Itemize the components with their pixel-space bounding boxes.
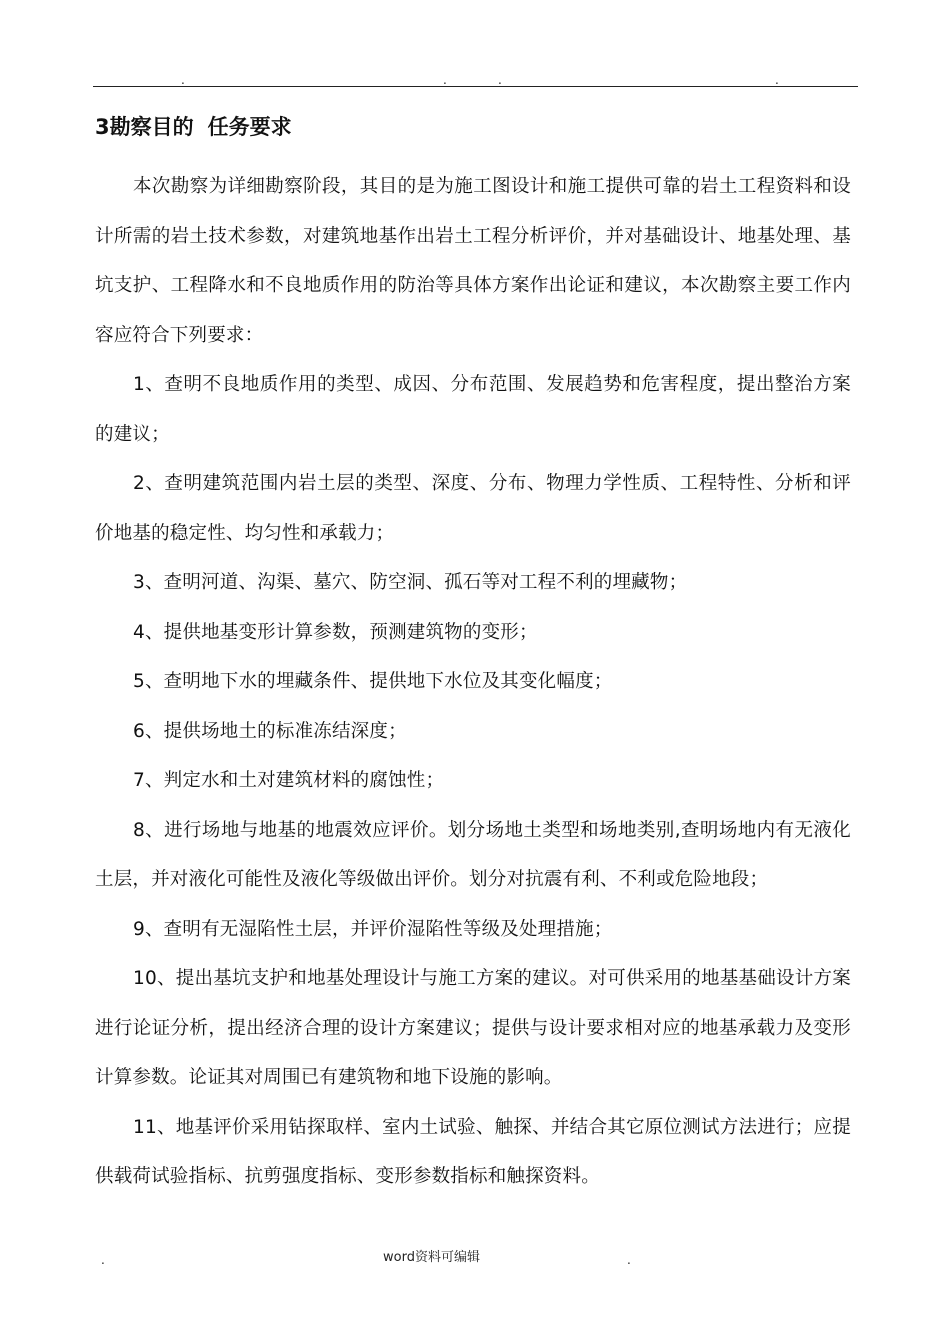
requirement-item-1: 1、查明不良地质作用的类型、成因、分布范围、发展趋势和危害程度，提出整治方案的建议；	[95, 374, 851, 445]
section-title-part2: 任务要求	[207, 115, 292, 139]
intro-paragraph: 本次勘察为详细勘察阶段，其目的是为施工图设计和施工提供可靠的岩土工程资料和设计所需的岩土技术参数，对建筑地基作出岩土工程分析评价，并对基础设计、地基处理、基坑支护、工程降水和不良地质作用的防治等具体方案作出论证和建议，本次勘察主要工作内容应符合下列要求：	[95, 176, 851, 346]
requirement-item-6: 6、提供场地土的标准冻结深度；	[133, 720, 407, 742]
requirement-item-4: 4、提供地基变形计算参数，预测建筑物的变形；	[133, 621, 538, 643]
page-footer	[0, 1248, 950, 1272]
footer-text: word资料可编辑	[383, 1250, 480, 1265]
section-title	[95, 112, 292, 142]
footer-dot: .	[101, 1253, 105, 1267]
document-body	[95, 162, 851, 1202]
header-dot: .	[443, 73, 447, 87]
requirement-item-3: 3、查明河道、沟渠、墓穴、防空洞、孤石等对工程不利的埋藏物；	[133, 572, 688, 593]
footer-dot: .	[627, 1253, 631, 1267]
header-rule	[93, 86, 858, 87]
requirement-item-9: 9、查明有无湿陷性土层，并评价湿陷性等级及处理措施；	[133, 918, 613, 940]
section-number: 3	[95, 115, 110, 139]
header-dot: .	[775, 73, 779, 87]
requirement-item-7: 7、判定水和土对建筑材料的腐蚀性；	[133, 770, 445, 791]
requirement-item-8: 8、进行场地与地基的地震效应评价。划分场地土类型和场地类别,查明场地内有无液化土层，并对液化可能性及液化等级做出评价。划分对抗震有利、不利或危险地段；	[95, 819, 851, 890]
requirement-item-11: 11、地基评价采用钻探取样、室内土试验、触探、并结合其它原位测试方法进行；应提供载荷试验指标、抗剪强度指标、变形参数指标和触探资料。	[95, 1116, 851, 1187]
requirement-item-5: 5、查明地下水的埋藏条件、提供地下水位及其变化幅度；	[133, 671, 613, 692]
header-dot: .	[498, 73, 502, 87]
header-dot: .	[181, 73, 185, 87]
section-title-part1: 勘察目的	[109, 115, 194, 139]
requirement-item-10: 10、提出基坑支护和地基处理设计与施工方案的建议。对可供采用的地基基础设计方案进行论证分析，提出经济合理的设计方案建议；提供与设计要求相对应的地基承载力及变形计算参数。论证其对周围已有建筑物和地下设施的影响。	[95, 968, 851, 1088]
requirement-item-2: 2、查明建筑范围内岩土层的类型、深度、分布、物理力学性质、工程特性、分析和评价地基的稳定性、均匀性和承载力；	[95, 473, 851, 544]
